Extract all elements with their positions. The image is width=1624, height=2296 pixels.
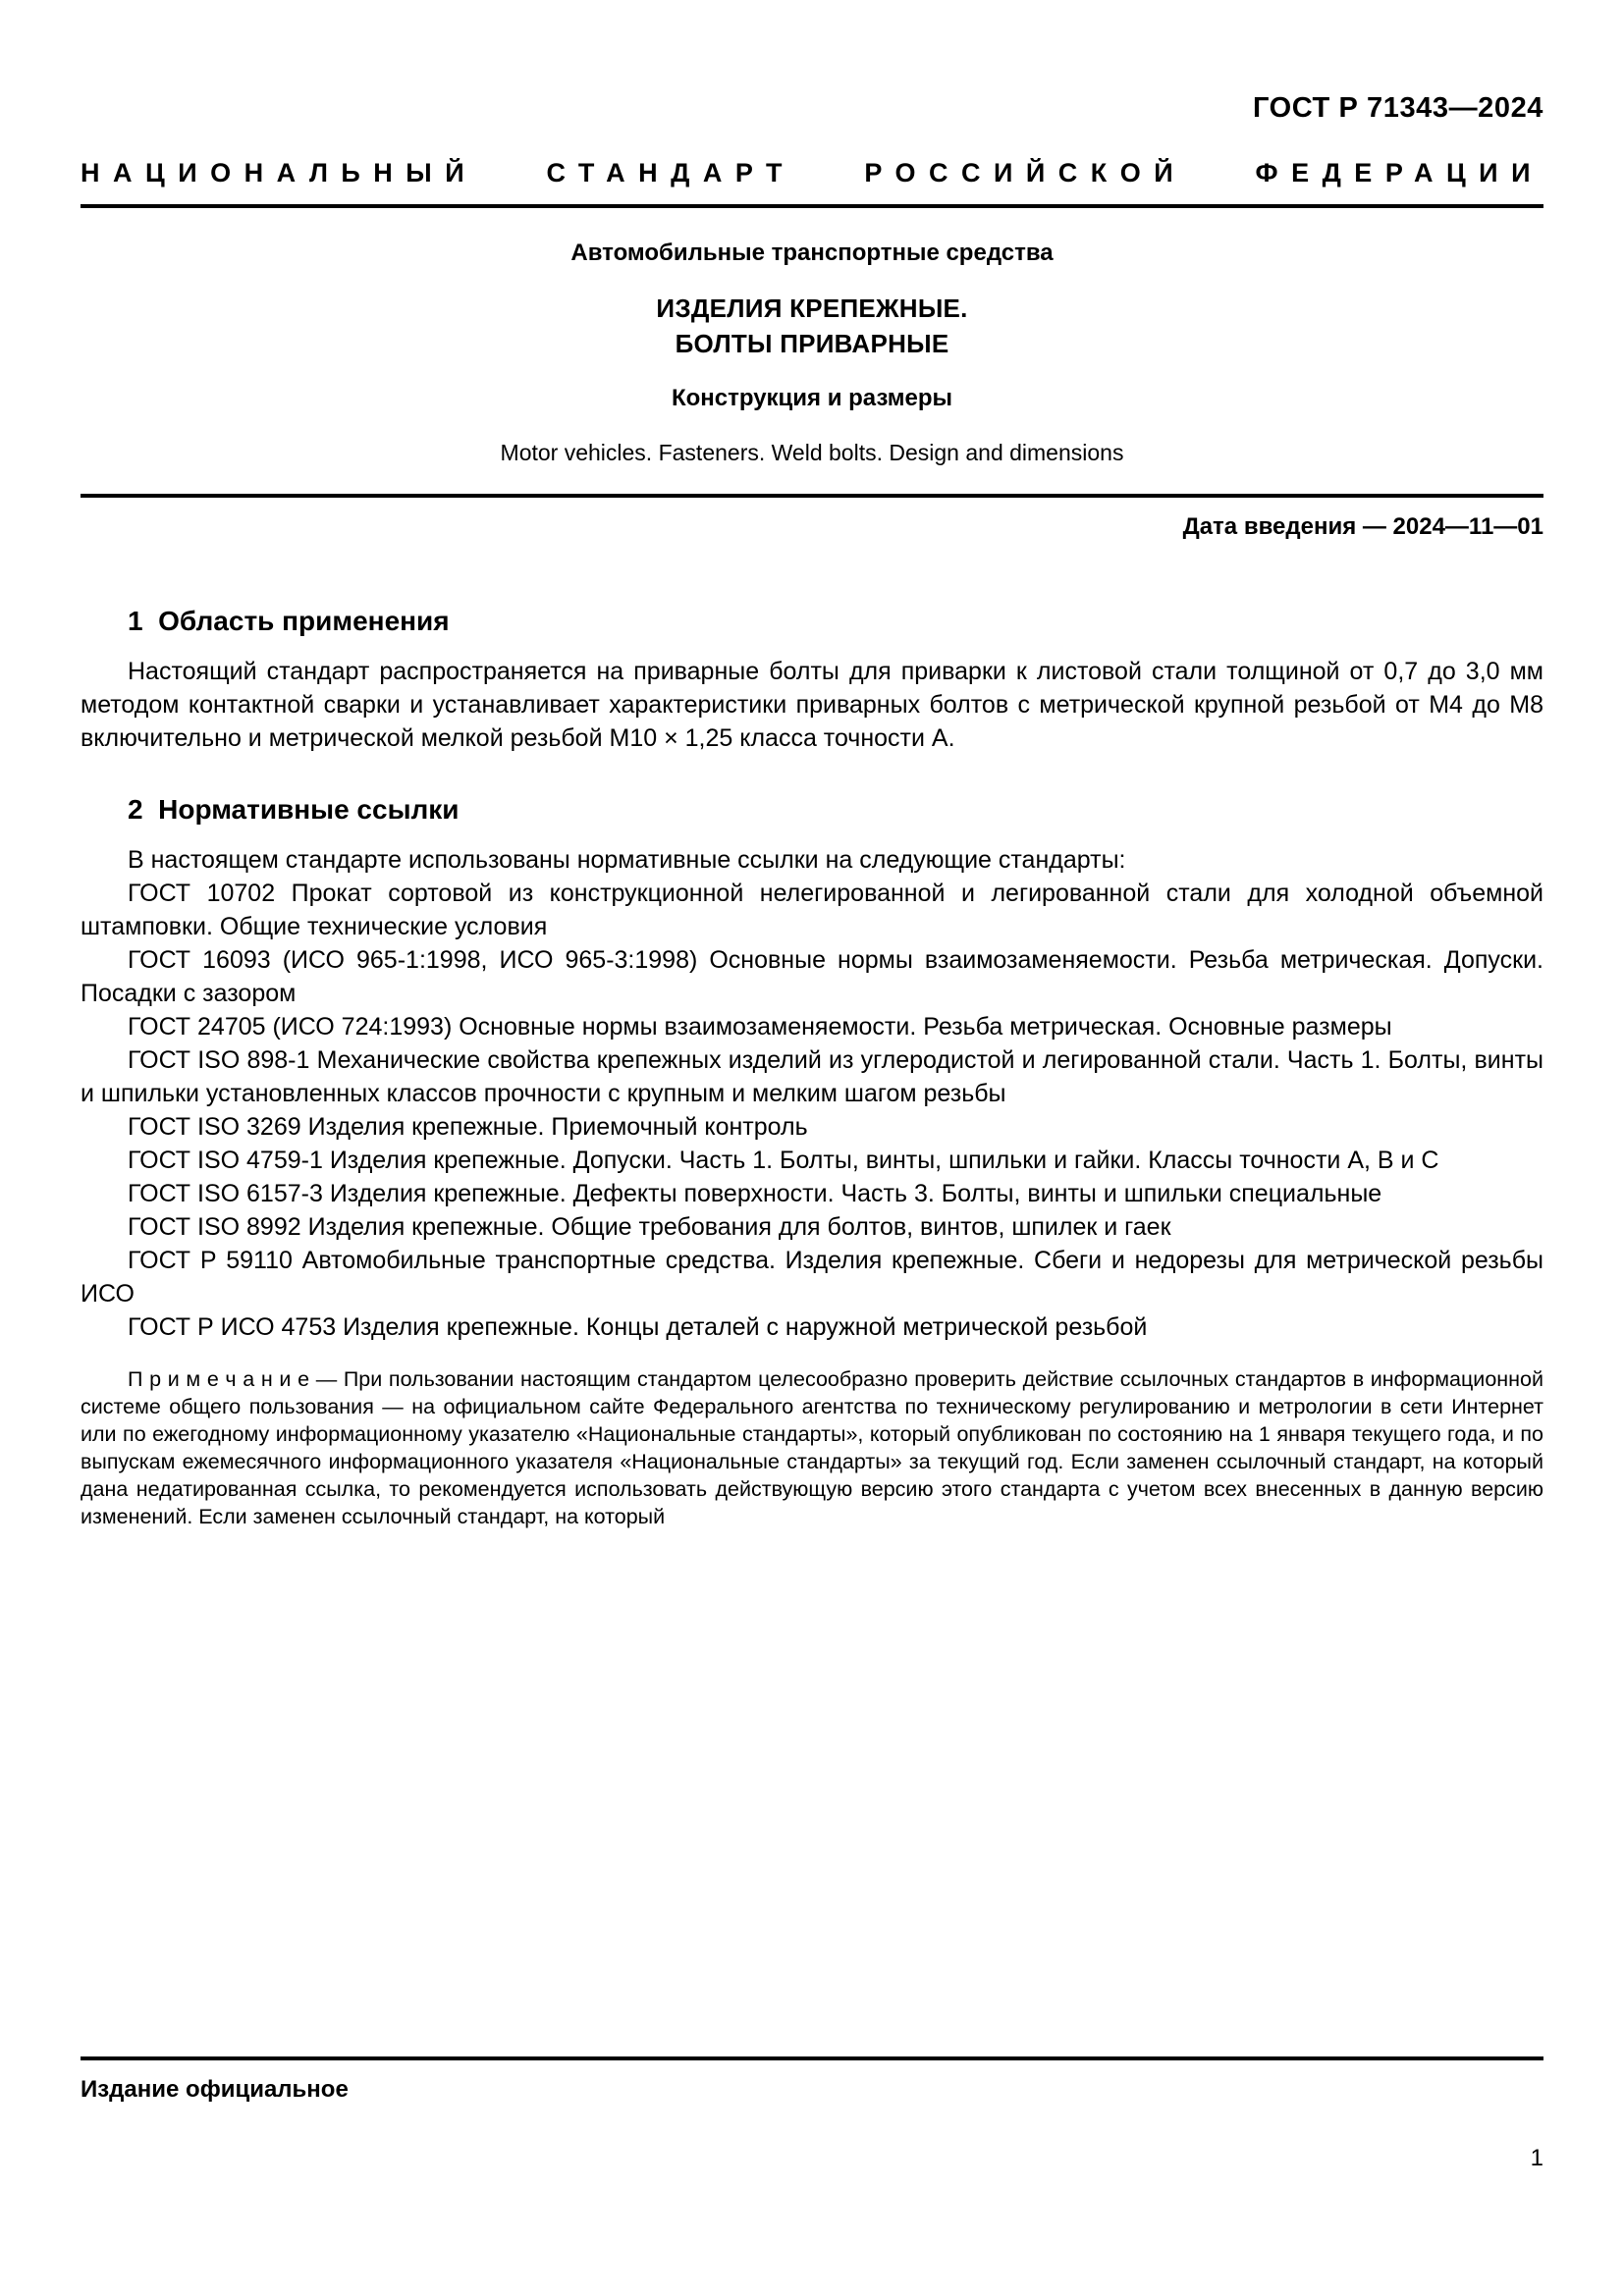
- section-1-heading: 1 Область применения: [128, 606, 450, 636]
- footer-divider: [81, 2056, 1543, 2060]
- reference-item: ГОСТ ISO 6157-3 Изделия крепежные. Дефекты поверхности. Часть 3. Болты, винты и шпильки специальные: [128, 1180, 1382, 1207]
- references-intro: В настоящем стандарте использованы нормативные ссылки на следующие стандарты:: [128, 846, 1126, 874]
- note-label: П р и м е ч а н и е: [128, 1367, 310, 1391]
- reference-item: ГОСТ ISO 3269 Изделия крепежные. Приемочный контроль: [128, 1113, 808, 1141]
- reference-item: ГОСТ 24705 (ИСО 724:1993) Основные нормы взаимозаменяемости. Резьба метрическая. Основные размеры: [128, 1013, 1392, 1041]
- page-footer: [81, 2056, 1543, 2172]
- reference-item: ГОСТ ISO 898-1 Механические свойства крепежных изделий из углеродистой и легированной стали. Часть 1. Болты, винты и шпильки установленных классов прочности с крупным и мелким шагом резьбы: [81, 1046, 1543, 1107]
- note: [81, 1365, 1543, 1530]
- reference-item: ГОСТ 10702 Прокат сортовой из конструкционной нелегированной и легированной стали для холодной объемной штамповки. Общие технические условия: [81, 880, 1543, 940]
- title-english: Motor vehicles. Fasteners. Weld bolts. Design and dimensions: [500, 440, 1124, 465]
- main-title-line1: ИЗДЕЛИЯ КРЕПЕЖНЫЕ.: [656, 294, 968, 323]
- title-divider: [81, 494, 1543, 498]
- edition-label: Издание официальное: [81, 2076, 349, 2103]
- subtitle: Конструкция и размеры: [671, 385, 953, 411]
- group-title: Автомобильные транспортные средства: [570, 240, 1054, 266]
- reference-item: ГОСТ 16093 (ИСО 965-1:1998, ИСО 965-3:1998) Основные нормы взаимозаменяемости. Резьба метрическая. Допуски. Посадки с зазором: [81, 946, 1543, 1007]
- section-1-paragraph: Настоящий стандарт распространяется на приварные болты для приварки к листовой стали толщиной от 0,7 до 3,0 мм методом контактной сварки и устанавливает характеристики приварных болтов с метрической крупной резьбой от М4 до М8 включительно и метрической мелкой резьбой М10 × 1,25 класса точности А.: [81, 658, 1543, 752]
- top-divider: [81, 204, 1543, 208]
- main-title: [81, 291, 1543, 361]
- reference-item: ГОСТ Р ИСО 4753 Изделия крепежные. Концы деталей с наружной метрической резьбой: [128, 1313, 1148, 1341]
- doc-number: ГОСТ Р 71343—2024: [1252, 92, 1543, 124]
- introduction-date: Дата введения — 2024—11—01: [1182, 513, 1543, 540]
- note-text: — При пользовании настоящим стандартом целесообразно проверить действие ссылочных стандартов в информационной системе общего пользования — на официальном сайте Федерального агентства по техническому регулированию и метрологии в сети Интернет или по ежегодному информационному указателю «Национальные стандарты», который опубликован по состоянию на 1 января текущего года, и по выпускам ежемесячного информационного указателя «Национальные стандарты» за текущий год. Если заменен ссылочный стандарт, на который дана недатированная ссылка, то рекомендуется использовать действующую версию этого стандарта с учетом всех внесенных в данную версию изменений. Если заменен ссылочный стандарт, на который: [81, 1367, 1543, 1528]
- page-number: 1: [1530, 2145, 1543, 2171]
- reference-item: ГОСТ Р 59110 Автомобильные транспортные средства. Изделия крепежные. Сбеги и недорезы для метрической резьбы ИСО: [81, 1247, 1543, 1308]
- national-standard-header: НАЦИОНАЛЬНЫЙ СТАНДАРТ РОССИЙСКОЙ ФЕДЕРАЦИИ: [81, 158, 1543, 187]
- main-title-line2: БОЛТЫ ПРИВАРНЫЕ: [675, 329, 949, 358]
- section-2-heading: 2 Нормативные ссылки: [128, 794, 460, 825]
- reference-item: ГОСТ ISO 8992 Изделия крепежные. Общие требования для болтов, винтов, шпилек и гаек: [128, 1213, 1171, 1241]
- reference-item: ГОСТ ISO 4759-1 Изделия крепежные. Допуски. Часть 1. Болты, винты, шпильки и гайки. Классы точности А, В и С: [128, 1147, 1439, 1174]
